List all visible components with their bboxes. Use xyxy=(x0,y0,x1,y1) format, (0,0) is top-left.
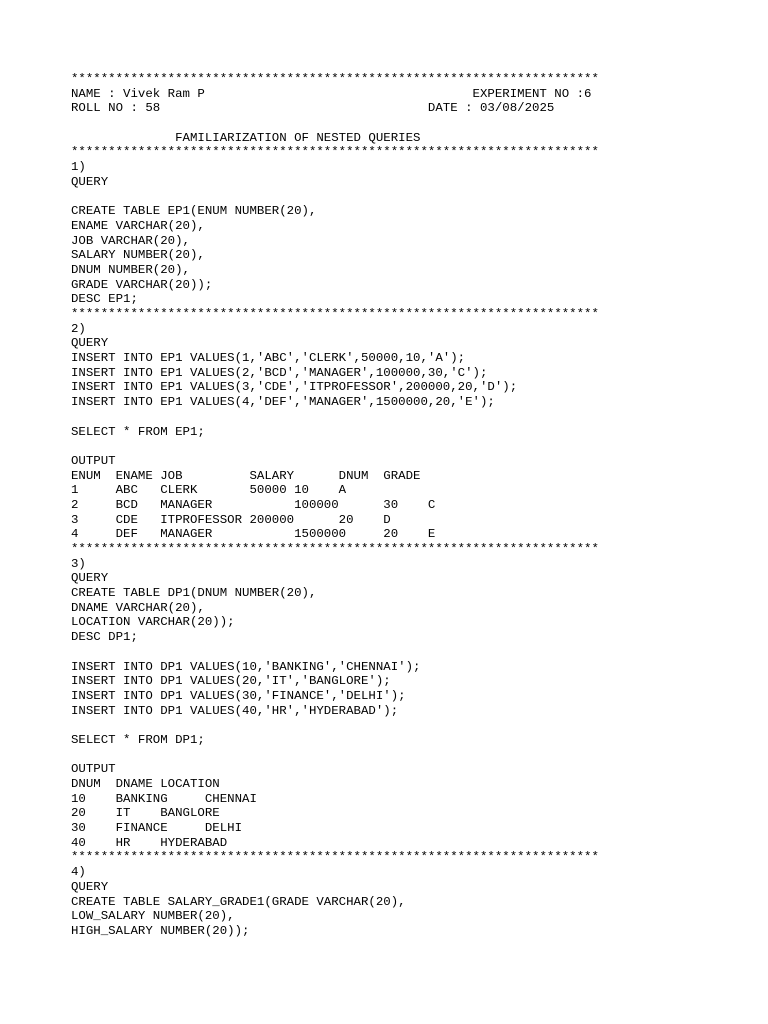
output-label: OUTPUT xyxy=(71,453,116,468)
insert-statement: INSERT INTO EP1 VALUES(3,'CDE','ITPROFESSOR',200000,20,'D'); xyxy=(71,380,518,395)
table-header: DNUM DNAME LOCATION xyxy=(71,777,220,791)
query-line: CREATE TABLE SALARY_GRADE1(GRADE VARCHAR(20), xyxy=(71,894,406,909)
query-line: ENAME VARCHAR(20), xyxy=(71,218,205,233)
insert-statement: INSERT INTO DP1 VALUES(30,'FINANCE','DELHI'); xyxy=(71,688,406,703)
section-label: QUERY xyxy=(71,336,109,351)
insert-statement: INSERT INTO DP1 VALUES(40,'HR','HYDERABAD'); xyxy=(71,703,399,718)
blank-line xyxy=(71,116,599,131)
document xyxy=(71,72,599,939)
header-line-name xyxy=(71,87,599,102)
query-line: DESC DP1; xyxy=(71,630,138,645)
separator: *********************************************************************** xyxy=(71,307,599,321)
section-label: QUERY xyxy=(71,174,109,189)
date: DATE : 03/08/2025 xyxy=(427,101,555,116)
section-number: 1) xyxy=(71,160,86,175)
header-line-roll xyxy=(71,101,599,116)
blank-line xyxy=(71,439,599,454)
insert-statement: INSERT INTO DP1 VALUES(10,'BANKING','CHENNAI'); xyxy=(71,659,421,674)
blank-line xyxy=(71,410,599,425)
table-row: 20 IT BANGLORE xyxy=(71,806,220,821)
query-line: SALARY NUMBER(20), xyxy=(71,248,205,263)
insert-statement: INSERT INTO DP1 VALUES(20,'IT','BANGLORE'); xyxy=(71,674,391,689)
insert-statement: INSERT INTO EP1 VALUES(4,'DEF','MANAGER',1500000,20,'E'); xyxy=(71,395,495,410)
section-number: 3) xyxy=(71,556,86,571)
output-label: OUTPUT xyxy=(71,762,116,777)
select-statement: SELECT * FROM EP1; xyxy=(71,424,205,439)
table-row: 1 ABC CLERK 50000 10 A xyxy=(71,483,347,498)
blank-line xyxy=(71,190,599,205)
query-line: DNAME VARCHAR(20), xyxy=(71,600,205,615)
table-header: ENUM ENAME JOB SALARY DNUM GRADE xyxy=(71,468,421,483)
table-row: 30 FINANCE DELHI xyxy=(71,821,243,836)
roll-number: ROLL NO : 58 xyxy=(71,101,161,116)
student-name: NAME : Vivek Ram P xyxy=(71,86,205,101)
separator: *********************************************************************** xyxy=(71,542,599,556)
section-label: QUERY xyxy=(71,571,109,586)
section-number: 4) xyxy=(71,865,86,880)
insert-statement: INSERT INTO EP1 VALUES(1,'ABC','CLERK',50000,10,'A'); xyxy=(71,351,466,366)
page-title: FAMILIARIZATION OF NESTED QUERIES xyxy=(175,130,421,145)
query-line: GRADE VARCHAR(20)); xyxy=(71,277,213,292)
query-line: HIGH_SALARY NUMBER(20)); xyxy=(71,923,250,938)
table-row: 3 CDE ITPROFESSOR 200000 20 D xyxy=(71,512,391,527)
table-row: 40 HR HYDERABAD xyxy=(71,835,228,850)
query-line: LOCATION VARCHAR(20)); xyxy=(71,615,235,630)
blank-line xyxy=(71,718,599,733)
section-number: 2) xyxy=(71,321,86,336)
section-label: QUERY xyxy=(71,879,109,894)
query-line: CREATE TABLE DP1(DNUM NUMBER(20), xyxy=(71,586,317,601)
query-line: DESC EP1; xyxy=(71,292,138,307)
blank-line xyxy=(71,748,599,763)
query-line: JOB VARCHAR(20), xyxy=(71,233,190,248)
table-row: 2 BCD MANAGER 100000 30 C xyxy=(71,497,436,512)
blank-line xyxy=(71,645,599,660)
query-line: DNUM NUMBER(20), xyxy=(71,262,190,277)
table-row: 10 BANKING CHENNAI xyxy=(71,791,257,806)
separator: *********************************************************************** xyxy=(71,850,599,865)
query-line: CREATE TABLE EP1(ENUM NUMBER(20), xyxy=(71,204,317,219)
separator: *********************************************************************** xyxy=(71,145,599,160)
separator: *********************************************************************** xyxy=(71,72,599,86)
query-line: LOW_SALARY NUMBER(20), xyxy=(71,909,235,924)
table-row: 4 DEF MANAGER 1500000 20 E xyxy=(71,527,436,542)
select-statement: SELECT * FROM DP1; xyxy=(71,732,205,747)
experiment-number: EXPERIMENT NO :6 xyxy=(472,86,592,101)
insert-statement: INSERT INTO EP1 VALUES(2,'BCD','MANAGER',100000,30,'C'); xyxy=(71,365,488,380)
